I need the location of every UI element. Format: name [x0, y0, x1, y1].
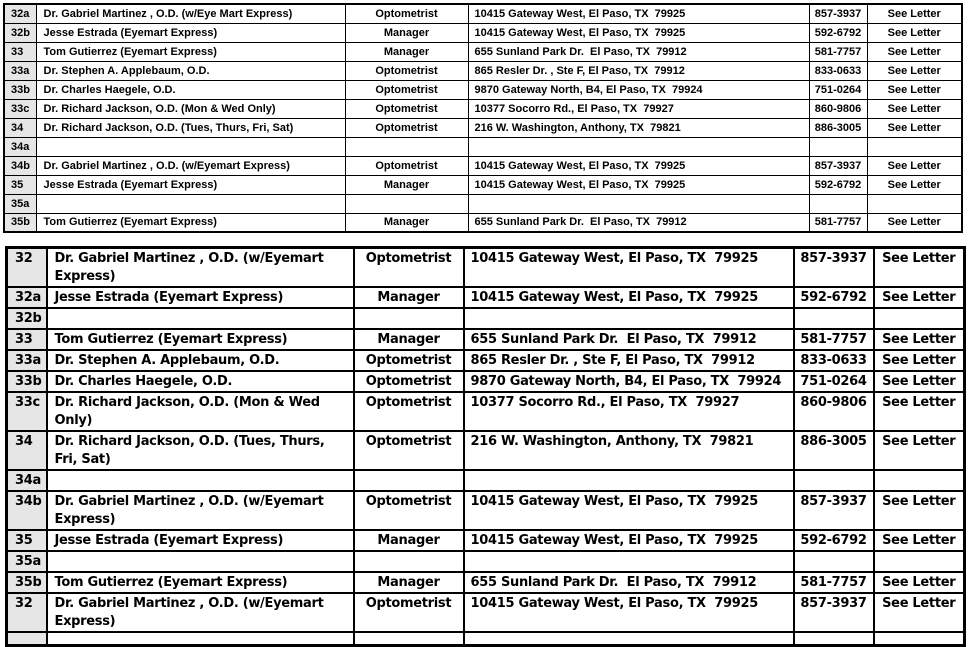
cell-phone: 581-7757	[809, 213, 867, 232]
cell-role: Manager	[354, 287, 464, 308]
cell-phone: 886-3005	[794, 431, 874, 470]
cell-phone: 833-0633	[809, 61, 867, 80]
cell-phone	[809, 137, 867, 156]
table-row	[7, 470, 965, 491]
table-row	[7, 287, 965, 308]
cell-name: Dr. Richard Jackson, O.D. (Tues, Thurs, Fri, Sat)	[36, 118, 345, 137]
cell-role	[354, 470, 464, 491]
cell-name: Dr. Gabriel Martinez , O.D. (w/Eye Mart Express)	[36, 4, 345, 23]
cell-address: 216 W. Washington, Anthony, TX 79821	[468, 118, 809, 137]
cell-role: Manager	[345, 213, 468, 232]
cell-phone: 857-3937	[809, 4, 867, 23]
cell-row-id: 34b	[4, 156, 36, 175]
cell-address: 655 Sunland Park Dr. El Paso, TX 79912	[464, 572, 794, 593]
cell-role: Optometrist	[354, 350, 464, 371]
cell-see-letter	[867, 194, 962, 213]
cell-see-letter: See Letter	[867, 213, 962, 232]
cell-row-id: 35	[4, 175, 36, 194]
cell-role: Optometrist	[345, 80, 468, 99]
cell-name: Dr. Richard Jackson, O.D. (Mon & Wed Only)	[47, 392, 354, 431]
cell-role: Optometrist	[354, 371, 464, 392]
cell-address	[468, 137, 809, 156]
cell-role: Manager	[354, 329, 464, 350]
cell-name	[47, 308, 354, 329]
table-row	[4, 156, 962, 175]
table-row	[7, 392, 965, 431]
cell-phone: 592-6792	[809, 175, 867, 194]
cell-name	[47, 551, 354, 572]
cell-row-id: 32a	[7, 287, 47, 308]
table-row	[4, 4, 962, 23]
cell-address: 9870 Gateway North, B4, El Paso, TX 79924	[468, 80, 809, 99]
cell-phone	[794, 308, 874, 329]
cell-row-id: 32	[7, 248, 47, 288]
cell-phone	[794, 470, 874, 491]
cell-role	[354, 308, 464, 329]
cell-phone: 581-7757	[794, 572, 874, 593]
table-row	[4, 61, 962, 80]
cell-address: 10377 Socorro Rd., El Paso, TX 79927	[468, 99, 809, 118]
cell-address: 9870 Gateway North, B4, El Paso, TX 79924	[464, 371, 794, 392]
cell-phone: 860-9806	[809, 99, 867, 118]
cell-role	[354, 632, 464, 645]
table-row	[4, 175, 962, 194]
cell-see-letter: See Letter	[867, 80, 962, 99]
cell-see-letter: See Letter	[867, 156, 962, 175]
cell-row-id: 34b	[7, 491, 47, 530]
table-row	[7, 632, 965, 645]
cell-see-letter: See Letter	[874, 593, 965, 632]
cell-address	[464, 308, 794, 329]
cell-role: Optometrist	[345, 118, 468, 137]
cell-see-letter: See Letter	[874, 431, 965, 470]
cell-see-letter: See Letter	[874, 287, 965, 308]
cell-row-id: 33a	[4, 61, 36, 80]
cell-name: Jesse Estrada (Eyemart Express)	[47, 530, 354, 551]
cell-row-id: 33c	[7, 392, 47, 431]
cell-phone: 857-3937	[794, 491, 874, 530]
cell-see-letter	[874, 470, 965, 491]
cell-role: Manager	[345, 23, 468, 42]
table-row	[7, 551, 965, 572]
cell-role: Manager	[345, 175, 468, 194]
cell-see-letter	[874, 551, 965, 572]
cell-role: Optometrist	[345, 156, 468, 175]
cell-role: Optometrist	[345, 61, 468, 80]
cell-role: Optometrist	[354, 248, 464, 288]
cell-address: 10415 Gateway West, El Paso, TX 79925	[468, 4, 809, 23]
table-row	[7, 491, 965, 530]
cell-name: Tom Gutierrez (Eyemart Express)	[36, 42, 345, 61]
cell-see-letter	[867, 137, 962, 156]
cell-row-id: 35b	[4, 213, 36, 232]
cell-row-id: 35a	[7, 551, 47, 572]
table-row	[7, 572, 965, 593]
cell-phone: 857-3937	[794, 248, 874, 288]
cell-name: Dr. Stephen A. Applebaum, O.D.	[47, 350, 354, 371]
cell-role: Optometrist	[354, 491, 464, 530]
table-row	[7, 431, 965, 470]
cell-row-id: 33a	[7, 350, 47, 371]
cell-role: Optometrist	[345, 99, 468, 118]
cell-address: 10415 Gateway West, El Paso, TX 79925	[464, 287, 794, 308]
cell-address: 655 Sunland Park Dr. El Paso, TX 79912	[468, 42, 809, 61]
cell-name: Jesse Estrada (Eyemart Express)	[47, 287, 354, 308]
cell-address: 10415 Gateway West, El Paso, TX 79925	[468, 175, 809, 194]
cell-address: 10415 Gateway West, El Paso, TX 79925	[464, 593, 794, 632]
cell-row-id: 33b	[4, 80, 36, 99]
cell-name: Dr. Charles Haegele, O.D.	[36, 80, 345, 99]
cell-row-id: 34	[7, 431, 47, 470]
cell-name: Dr. Gabriel Martinez , O.D. (w/Eyemart Express)	[36, 156, 345, 175]
cell-name: Dr. Gabriel Martinez , O.D. (w/Eyemart Express)	[47, 248, 354, 288]
provider-directory-table-compact	[3, 3, 963, 233]
cell-phone: 857-3937	[809, 156, 867, 175]
cell-address: 865 Resler Dr. , Ste F, El Paso, TX 79912	[464, 350, 794, 371]
cell-row-id: 32b	[7, 308, 47, 329]
cell-address: 10415 Gateway West, El Paso, TX 79925	[464, 491, 794, 530]
cell-see-letter: See Letter	[874, 350, 965, 371]
cell-row-id: 32	[7, 593, 47, 632]
cell-phone: 833-0633	[794, 350, 874, 371]
cell-role	[345, 137, 468, 156]
cell-name: Dr. Richard Jackson, O.D. (Tues, Thurs, Fri, Sat)	[47, 431, 354, 470]
cell-phone: 592-6792	[794, 287, 874, 308]
cell-row-id: 34a	[7, 470, 47, 491]
cell-address	[464, 632, 794, 645]
cell-name	[47, 632, 354, 645]
cell-row-id: 33	[4, 42, 36, 61]
cell-role: Optometrist	[354, 431, 464, 470]
cell-name: Dr. Richard Jackson, O.D. (Mon & Wed Only)	[36, 99, 345, 118]
cell-row-id: 34	[4, 118, 36, 137]
table-row	[7, 308, 965, 329]
cell-see-letter: See Letter	[874, 491, 965, 530]
cell-see-letter: See Letter	[867, 61, 962, 80]
table-row	[7, 248, 965, 288]
cell-see-letter: See Letter	[874, 392, 965, 431]
cell-address	[464, 470, 794, 491]
cell-see-letter: See Letter	[874, 248, 965, 288]
cell-phone: 592-6792	[794, 530, 874, 551]
cell-address: 655 Sunland Park Dr. El Paso, TX 79912	[464, 329, 794, 350]
table-row	[4, 23, 962, 42]
table-row	[4, 213, 962, 232]
cell-name: Jesse Estrada (Eyemart Express)	[36, 23, 345, 42]
cell-role: Manager	[345, 42, 468, 61]
cell-address: 10415 Gateway West, El Paso, TX 79925	[468, 23, 809, 42]
cell-address: 10415 Gateway West, El Paso, TX 79925	[468, 156, 809, 175]
cell-row-id: 32a	[4, 4, 36, 23]
cell-phone: 886-3005	[809, 118, 867, 137]
cell-address	[468, 194, 809, 213]
cell-name: Tom Gutierrez (Eyemart Express)	[36, 213, 345, 232]
cell-row-id: 33c	[4, 99, 36, 118]
cell-see-letter: See Letter	[867, 23, 962, 42]
cell-phone: 581-7757	[794, 329, 874, 350]
cell-name: Tom Gutierrez (Eyemart Express)	[47, 572, 354, 593]
cell-see-letter: See Letter	[874, 329, 965, 350]
cell-address: 10377 Socorro Rd., El Paso, TX 79927	[464, 392, 794, 431]
table-row	[7, 530, 965, 551]
cell-see-letter: See Letter	[867, 42, 962, 61]
cell-see-letter: See Letter	[867, 99, 962, 118]
provider-directory-table-large	[5, 246, 966, 647]
cell-phone	[809, 194, 867, 213]
cell-name	[36, 194, 345, 213]
cell-see-letter: See Letter	[867, 175, 962, 194]
cell-see-letter: See Letter	[874, 572, 965, 593]
cell-name: Dr. Gabriel Martinez , O.D. (w/Eyemart Express)	[47, 593, 354, 632]
table-row	[7, 329, 965, 350]
cell-name: Jesse Estrada (Eyemart Express)	[36, 175, 345, 194]
cell-name	[47, 470, 354, 491]
cell-name: Dr. Gabriel Martinez , O.D. (w/Eyemart Express)	[47, 491, 354, 530]
cell-role: Optometrist	[345, 4, 468, 23]
table-row	[7, 371, 965, 392]
cell-row-id: 34a	[4, 137, 36, 156]
cell-see-letter: See Letter	[867, 4, 962, 23]
cell-address: 865 Resler Dr. , Ste F, El Paso, TX 79912	[468, 61, 809, 80]
cell-phone	[794, 551, 874, 572]
cell-phone: 751-0264	[809, 80, 867, 99]
table-row	[4, 118, 962, 137]
cell-phone: 857-3937	[794, 593, 874, 632]
cell-phone: 860-9806	[794, 392, 874, 431]
cell-row-id: 33	[7, 329, 47, 350]
cell-role: Optometrist	[354, 593, 464, 632]
cell-see-letter	[874, 632, 965, 645]
cell-see-letter: See Letter	[874, 371, 965, 392]
table-row	[4, 99, 962, 118]
cell-address: 216 W. Washington, Anthony, TX 79821	[464, 431, 794, 470]
cell-phone: 751-0264	[794, 371, 874, 392]
table-row	[4, 194, 962, 213]
cell-address: 10415 Gateway West, El Paso, TX 79925	[464, 248, 794, 288]
cell-name	[36, 137, 345, 156]
cell-role	[354, 551, 464, 572]
cell-row-id: 32b	[4, 23, 36, 42]
cell-name: Tom Gutierrez (Eyemart Express)	[47, 329, 354, 350]
cell-see-letter: See Letter	[867, 118, 962, 137]
cell-address: 10415 Gateway West, El Paso, TX 79925	[464, 530, 794, 551]
cell-see-letter: See Letter	[874, 530, 965, 551]
cell-phone	[794, 632, 874, 645]
cell-role	[345, 194, 468, 213]
cell-row-id: 35a	[4, 194, 36, 213]
cell-row-id	[7, 632, 47, 645]
table-row	[4, 137, 962, 156]
cell-row-id: 33b	[7, 371, 47, 392]
cell-phone: 581-7757	[809, 42, 867, 61]
cell-role: Manager	[354, 572, 464, 593]
table-row	[4, 42, 962, 61]
cell-phone: 592-6792	[809, 23, 867, 42]
cell-name: Dr. Charles Haegele, O.D.	[47, 371, 354, 392]
cell-address	[464, 551, 794, 572]
table-row	[7, 350, 965, 371]
cell-role: Manager	[354, 530, 464, 551]
cell-name: Dr. Stephen A. Applebaum, O.D.	[36, 61, 345, 80]
table-row	[7, 593, 965, 632]
cell-row-id: 35	[7, 530, 47, 551]
table-row	[4, 80, 962, 99]
cell-role: Optometrist	[354, 392, 464, 431]
cell-row-id: 35b	[7, 572, 47, 593]
cell-address: 655 Sunland Park Dr. El Paso, TX 79912	[468, 213, 809, 232]
cell-see-letter	[874, 308, 965, 329]
